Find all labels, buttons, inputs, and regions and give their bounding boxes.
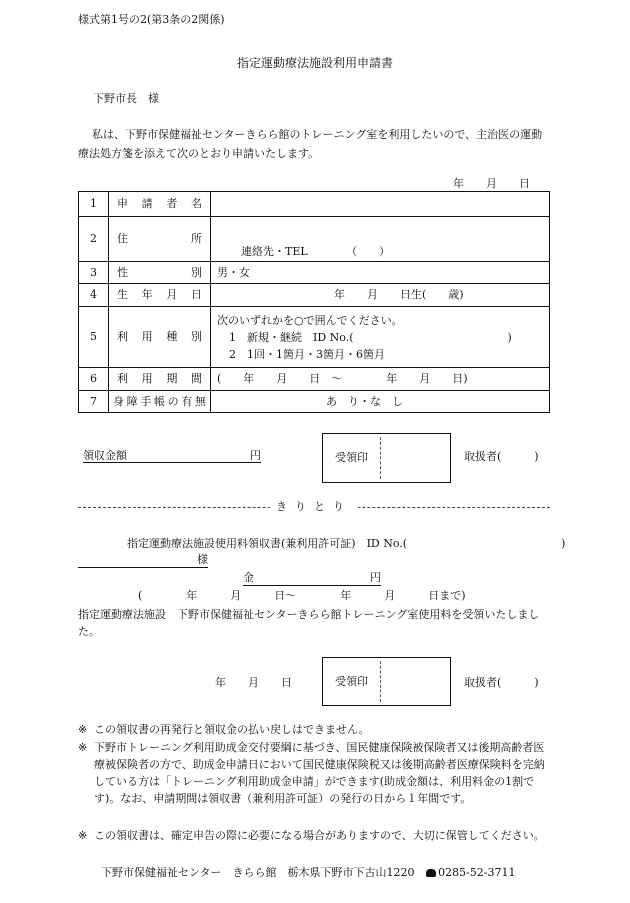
application-table	[78, 191, 550, 413]
period-line: ( 年 月 日～ 年 月 日まで)	[138, 589, 466, 602]
row-usage-period	[79, 368, 550, 391]
row-applicant-name	[79, 192, 550, 217]
form-code: 様式第1号の2(第3条の2関係)	[78, 13, 225, 26]
address-field[interactable]	[211, 217, 550, 262]
row-number: 6	[79, 368, 109, 391]
note-3	[78, 827, 550, 844]
note-text: この領収書は、確定申告の際に必要になる場合がありますので、大切に保管してください。	[94, 829, 545, 842]
usage-option-2: 2 1回・1箇月・3箇月・6箇月	[229, 347, 385, 361]
stamp-label: 受領印	[335, 675, 368, 688]
usage-option-1: 1 新規・継続 ID No.( )	[229, 330, 512, 344]
row-usage-type	[79, 307, 550, 368]
row-number: 2	[79, 217, 109, 262]
note-text: この領収書の再発行と領収金の払い戻しはできません。	[94, 723, 370, 736]
stamp-divider	[380, 661, 381, 702]
disability-card-field[interactable]: あ り・な し	[211, 391, 550, 413]
footer-tel	[426, 866, 515, 879]
receipt-title: 指定運動療法施設使用料領収書(兼利用許可証) ID No.( )	[127, 537, 566, 550]
row-number: 4	[79, 284, 109, 307]
sama-label: 様	[197, 553, 208, 566]
row-address	[79, 217, 550, 262]
usage-period-field[interactable]: ( 年 月 日 ～ 年 月 日)	[211, 368, 550, 391]
row-label: 身障手帳の有無	[109, 391, 211, 413]
handler-field-2[interactable]: 取扱者( )	[464, 676, 539, 689]
stamp-label: 受領印	[335, 451, 368, 464]
row-label: 性別	[109, 262, 211, 284]
gender-field[interactable]: 男・女	[211, 262, 550, 284]
row-label: 住所	[109, 217, 211, 262]
note-text: 下野市トレーニング利用助成金交付要綱に基づき、国民健康保険被保険者又は後期高齢者医療被保険者の方で、助成金申請日において国民健康保険税又は後期高齢者医療保険料を完納している方は「トレーニング利用助成金申請」ができます(助成金額は、利用料金の1割です)。なお、申請期間は領収書（兼利用許可証）の発行の日から１年間です。	[94, 741, 545, 805]
row-number: 3	[79, 262, 109, 284]
receipt-stamp-box-1	[322, 433, 451, 483]
kiritori-label: きりとり	[78, 500, 550, 513]
footer	[101, 866, 515, 879]
note-mark: ※	[78, 829, 88, 842]
usage-type-instruction: 次のいずれかを○で囲んでください。	[217, 313, 403, 327]
receipt-body: 指定運動療法施設 下野市保健福祉センターきらら館トレーニング室使用料を受領いたしました。	[78, 608, 540, 638]
row-label: 生年月日	[109, 284, 211, 307]
birthdate-field[interactable]: 年 月 日生( 歳)	[211, 284, 550, 307]
footer-tel-number: 0285-52-3711	[438, 866, 516, 879]
receipt-date: 年 月 日	[215, 676, 292, 689]
recipient-name-line[interactable]	[78, 553, 208, 568]
contact-tel-label: 連絡先・TEL （ ）	[241, 244, 391, 258]
row-label: 利用期間	[109, 368, 211, 391]
stamp-divider	[380, 437, 381, 479]
row-label: 利用種別	[109, 307, 211, 368]
handler-field-1[interactable]: 取扱者( )	[464, 450, 539, 463]
row-number: 1	[79, 192, 109, 217]
row-number: 7	[79, 391, 109, 413]
usage-type-field[interactable]	[211, 307, 550, 368]
application-date: 年 月 日	[453, 177, 530, 190]
row-gender	[79, 262, 550, 284]
note-1	[78, 721, 550, 738]
note-mark: ※	[78, 723, 88, 736]
intro-text: 私は、下野市保健福祉センターきらら館のトレーニング室を利用したいので、主治医の運動療法処方箋を添えて次のとおり申請いたします。	[78, 128, 543, 160]
yen-unit: 円	[370, 571, 381, 584]
footer-org: 下野市保健福祉センター きらら館 栃木県下野市下古山1220	[101, 866, 415, 879]
note-2	[78, 739, 550, 807]
fee-amount-label: 領収金額	[83, 449, 127, 462]
yen-unit: 円	[250, 449, 261, 462]
kin-label: 金	[243, 571, 254, 584]
note-mark: ※	[78, 741, 88, 754]
applicant-name-field[interactable]	[211, 192, 550, 217]
row-number: 5	[79, 307, 109, 368]
amount-line[interactable]	[243, 571, 381, 586]
receipt-stamp-box-2	[322, 657, 451, 706]
row-label: 申請者名	[109, 192, 211, 217]
addressee: 下野市長 様	[93, 92, 159, 105]
page-title: 指定運動療法施設利用申請書	[236, 56, 393, 70]
row-disability-card	[79, 391, 550, 413]
row-birthdate	[79, 284, 550, 307]
fee-amount-line[interactable]	[83, 449, 261, 463]
phone-icon	[426, 869, 436, 877]
